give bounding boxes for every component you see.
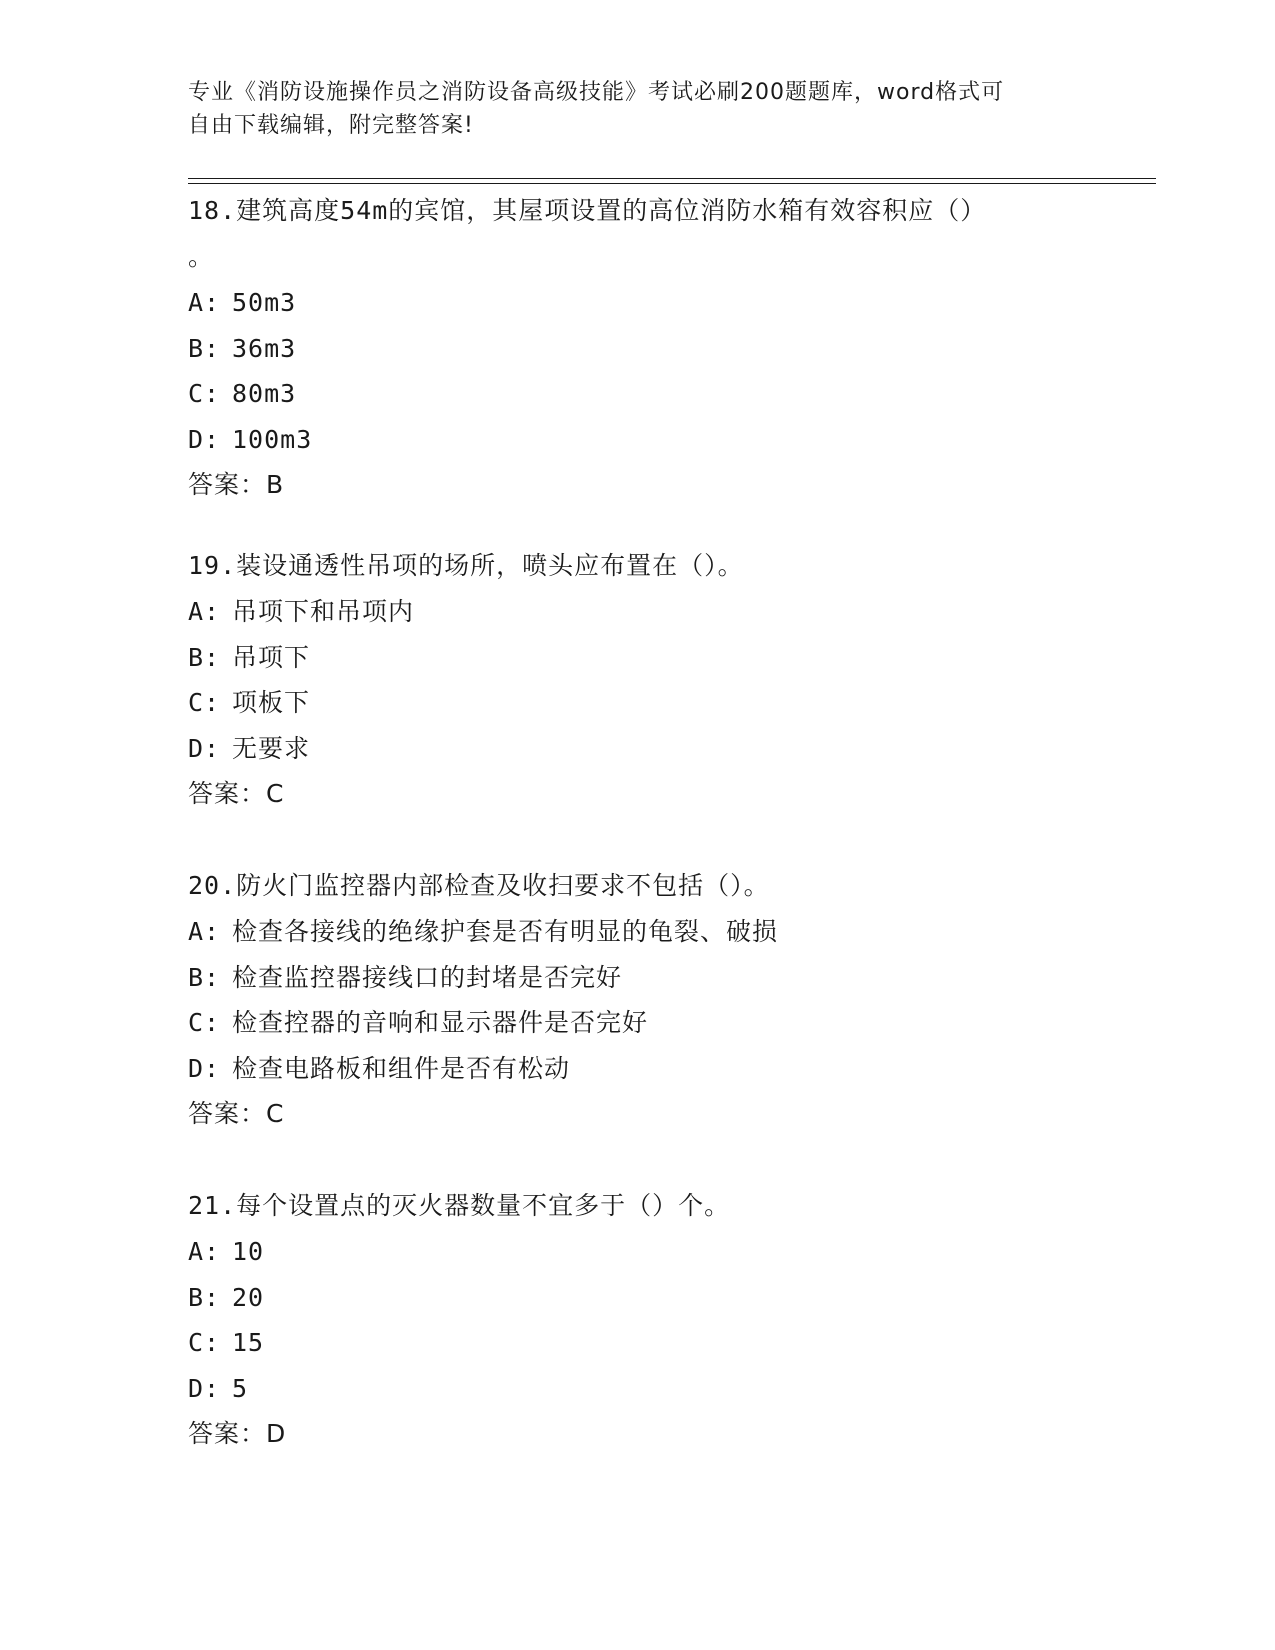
option-b	[188, 955, 1088, 1001]
header-divider-bottom	[188, 183, 1156, 184]
option-c	[188, 371, 1088, 417]
answer-line: 答案：C	[188, 1099, 285, 1128]
option-text: 80m3	[232, 379, 297, 408]
option-text: 检查控器的音响和显示器件是否完好	[232, 1008, 649, 1037]
option-text: 100m3	[232, 424, 313, 454]
option-letter: A:	[188, 597, 221, 626]
option-letter: C:	[188, 1008, 221, 1037]
document-header	[188, 76, 1068, 142]
question-stem-continuation: 。	[188, 242, 214, 271]
option-letter: D:	[188, 1373, 221, 1403]
option-d	[188, 726, 1088, 772]
question-20	[188, 863, 1088, 1137]
option-text: 检查监控器接线口的封堵是否完好	[232, 962, 623, 992]
option-b	[188, 635, 1088, 681]
option-letter: A:	[188, 288, 221, 317]
option-letter: D:	[188, 1053, 221, 1083]
option-text: 5	[232, 1373, 249, 1403]
option-letter: B:	[188, 1282, 221, 1312]
option-a	[188, 909, 1088, 955]
option-letter: C:	[188, 379, 221, 408]
question-stem: 18.建筑高度54m的宾馆，其屋项设置的高位消防水箱有效容积应（）	[188, 196, 987, 225]
question-stem: 21.每个设置点的灭火器数量不宜多于（）个。	[188, 1191, 731, 1220]
option-letter: D:	[188, 424, 221, 454]
answer-line: 答案：D	[188, 1419, 287, 1448]
answer-line: 答案：B	[188, 470, 285, 499]
header-line-2: 自由下载编辑，附完整答案!	[188, 113, 474, 138]
option-d	[188, 1046, 1088, 1092]
option-text: 36m3	[232, 333, 297, 363]
option-c	[188, 1000, 1088, 1046]
option-text: 15	[232, 1328, 265, 1357]
answer-line: 答案：C	[188, 779, 285, 808]
option-a	[188, 1229, 1088, 1275]
option-a	[188, 280, 1088, 326]
option-text: 10	[232, 1237, 265, 1266]
option-letter: C:	[188, 1328, 221, 1357]
option-letter: B:	[188, 642, 221, 672]
question-21	[188, 1183, 1088, 1457]
header-line-1: 专业《消防设施操作员之消防设备高级技能》考试必刷200题题库，word格式可	[188, 80, 1005, 105]
option-text: 20	[232, 1282, 265, 1312]
option-letter: B:	[188, 962, 221, 992]
option-letter: A:	[188, 1237, 221, 1266]
option-text: 50m3	[232, 288, 297, 317]
question-stem: 19.装设通透性吊项的场所，喷头应布置在（）。	[188, 551, 744, 580]
option-b	[188, 1275, 1088, 1321]
question-19	[188, 543, 1088, 817]
option-text: 检查电路板和组件是否有松动	[232, 1053, 571, 1083]
option-text: 无要求	[232, 733, 311, 763]
option-d	[188, 1366, 1088, 1412]
option-letter: C:	[188, 688, 221, 717]
option-letter: A:	[188, 917, 221, 946]
option-letter: B:	[188, 333, 221, 363]
question-18	[188, 188, 1088, 508]
option-text: 检查各接线的绝缘护套是否有明显的龟裂、破损	[232, 917, 779, 946]
option-a	[188, 589, 1088, 635]
option-letter: D:	[188, 733, 221, 763]
option-b	[188, 326, 1088, 372]
option-text: 吊项下	[232, 642, 311, 672]
option-text: 吊项下和吊项内	[232, 597, 415, 626]
question-stem: 20.防火门监控器内部检查及收扫要求不包括（）。	[188, 871, 770, 900]
header-divider-top	[188, 178, 1156, 179]
option-c	[188, 680, 1088, 726]
option-c	[188, 1320, 1088, 1366]
option-d	[188, 417, 1088, 463]
option-text: 项板下	[232, 688, 311, 717]
